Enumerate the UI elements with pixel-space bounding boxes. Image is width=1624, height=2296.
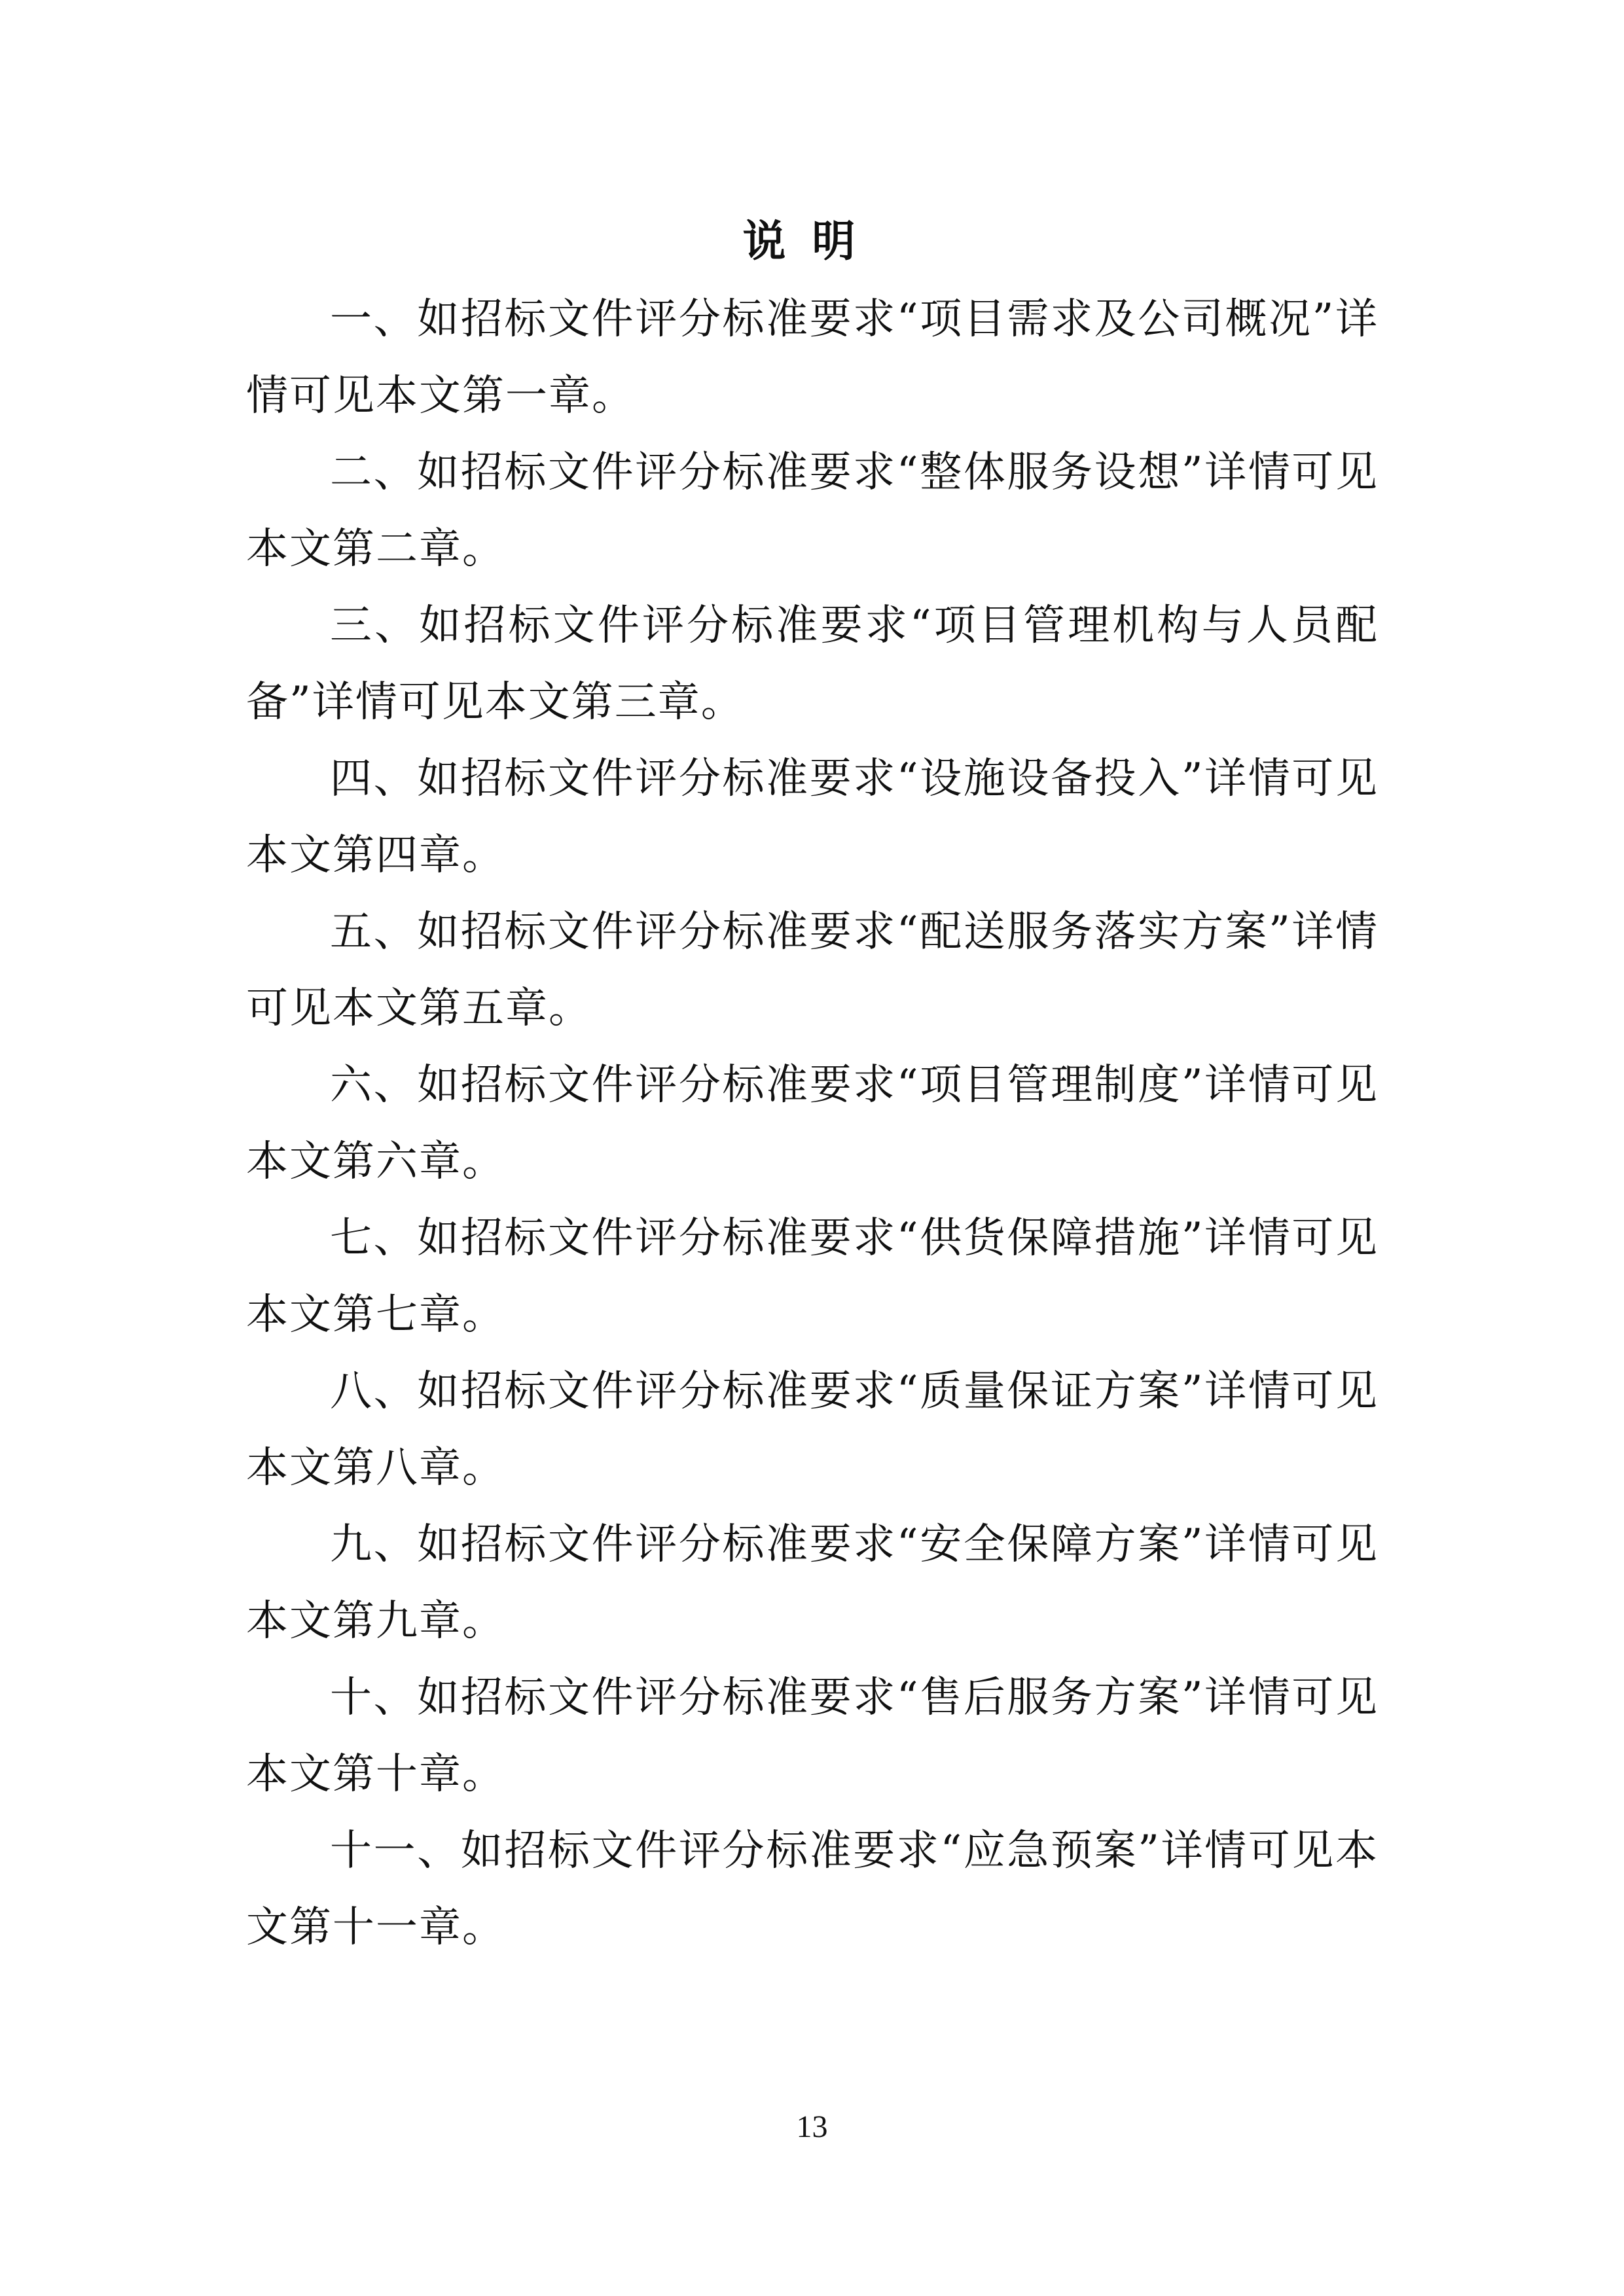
paragraph-3: 三、如招标文件评分标准要求“项目管理机构与人员配备”详情可见本文第三章。	[246, 601, 1379, 726]
paragraph-6: 六、如招标文件评分标准要求“项目管理制度”详情可见本文第六章。	[246, 1061, 1379, 1186]
page-title: 说明	[742, 215, 882, 266]
paragraph-8: 八、如招标文件评分标准要求“质量保证方案”详情可见本文第八章。	[246, 1367, 1379, 1492]
paragraph-5: 五、如招标文件评分标准要求“配送服务落实方案”详情可见本文第五章。	[246, 908, 1379, 1033]
document-body	[246, 281, 1379, 1966]
paragraph-9: 九、如招标文件评分标准要求“安全保障方案”详情可见本文第九章。	[246, 1520, 1379, 1645]
paragraph-1: 一、如招标文件评分标准要求“项目需求及公司概况”详情可见本文第一章。	[246, 295, 1379, 420]
paragraph-10: 十、如招标文件评分标准要求“售后服务方案”详情可见本文第十章。	[246, 1674, 1379, 1799]
paragraph-11: 十一、如招标文件评分标准要求“应急预案”详情可见本文第十一章。	[246, 1827, 1379, 1952]
paragraph-2: 二、如招标文件评分标准要求“整体服务设想”详情可见本文第二章。	[246, 448, 1379, 573]
paragraph-4: 四、如招标文件评分标准要求“设施设备投入”详情可见本文第四章。	[246, 755, 1379, 880]
paragraph-7: 七、如招标文件评分标准要求“供货保障措施”详情可见本文第七章。	[246, 1214, 1379, 1339]
page-number: 13	[796, 2109, 828, 2144]
